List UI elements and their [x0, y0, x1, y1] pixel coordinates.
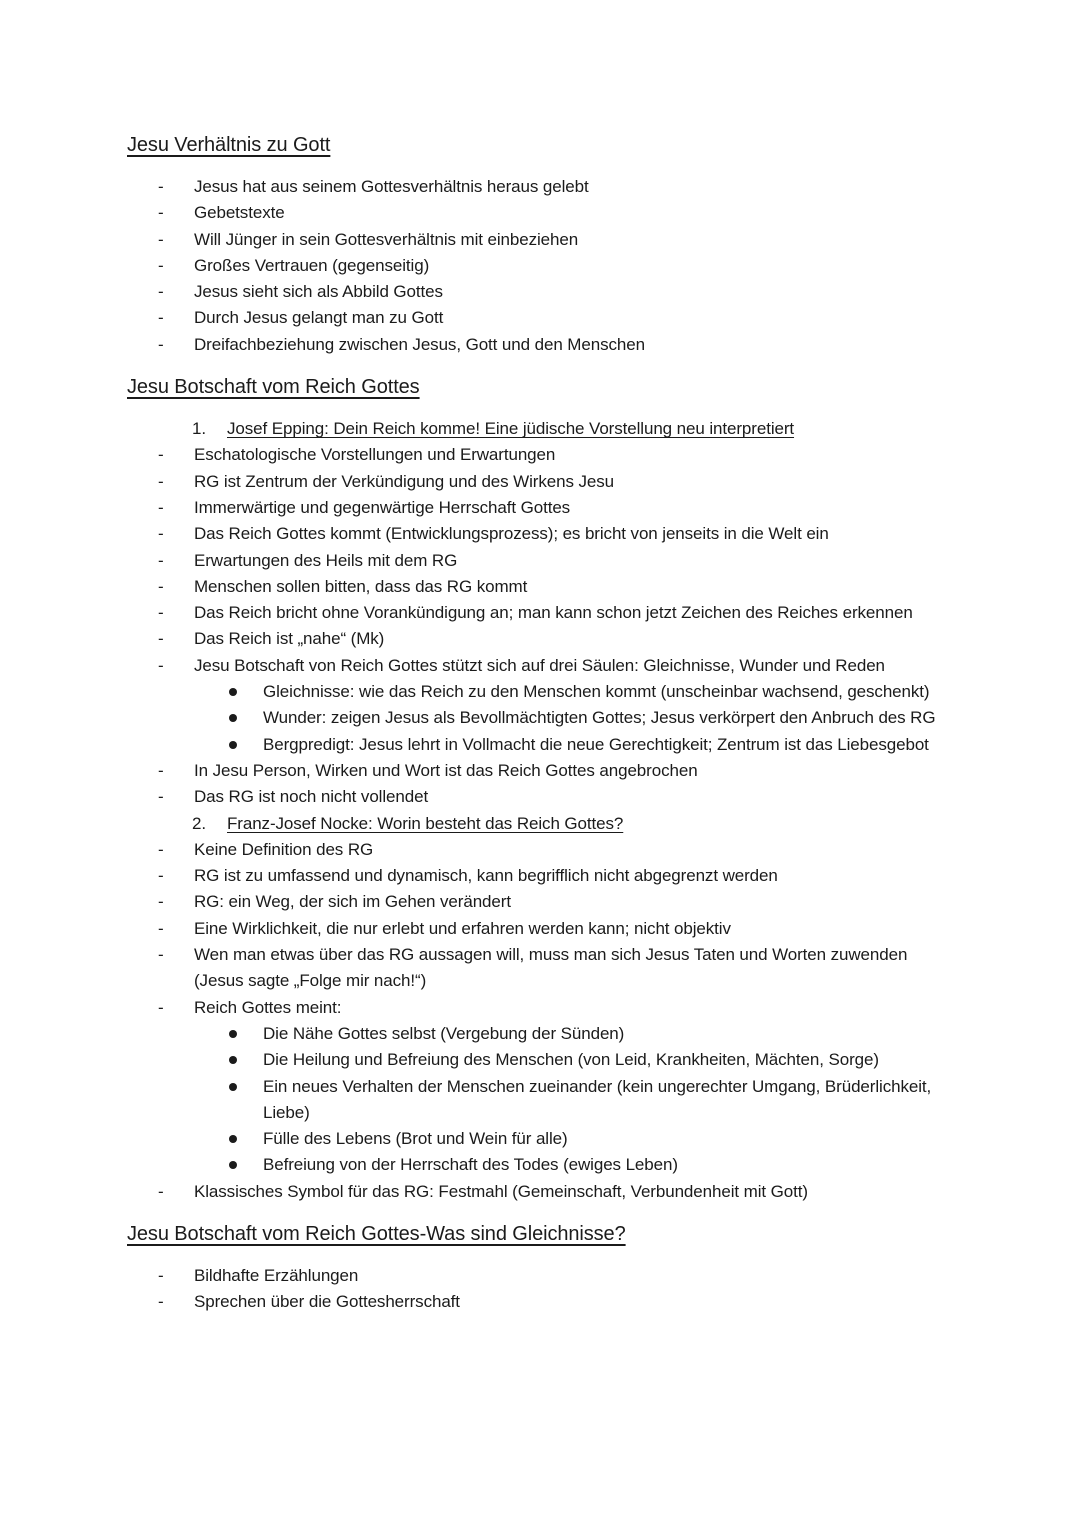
list-item-text: Will Jünger in sein Gottesverhältnis mit einbeziehen	[194, 229, 579, 249]
section-heading: Jesu Verhältnis zu Gott	[127, 134, 331, 156]
dash-marker: -	[158, 550, 164, 570]
document-section	[127, 1221, 953, 1316]
bullet-icon	[229, 1030, 237, 1038]
list-item-text: Josef Epping: Dein Reich komme! Eine jüdische Vorstellung neu interpretiert	[227, 419, 795, 439]
list-item	[127, 200, 953, 226]
list-item	[127, 889, 953, 915]
section-items	[127, 174, 953, 358]
list-item-text: Großes Vertrauen (gegenseitig)	[194, 255, 430, 275]
list-item	[127, 732, 953, 758]
dash-marker: -	[158, 603, 164, 623]
list-item-text: Keine Definition des RG	[194, 839, 374, 859]
list-item	[127, 305, 953, 331]
list-item	[127, 626, 953, 652]
dash-marker: -	[158, 177, 164, 196]
list-item	[127, 942, 953, 995]
dash-marker: -	[158, 497, 164, 517]
list-item	[127, 521, 953, 547]
section-items	[127, 416, 953, 1205]
list-item-text: Befreiung von der Herrschaft des Todes (ewiges Leben)	[263, 1155, 678, 1175]
list-item-text: Dreifachbeziehung zwischen Jesus, Gott und den Menschen	[194, 334, 645, 354]
list-item	[127, 863, 953, 889]
number-marker: 1.	[192, 419, 206, 439]
dash-marker: -	[158, 997, 164, 1017]
list-item	[127, 574, 953, 600]
bullet-icon	[229, 714, 237, 722]
dash-marker: -	[158, 655, 164, 675]
dash-marker: -	[158, 629, 164, 649]
list-item-text: Das Reich bricht ohne Vorankündigung an; man kann schon jetzt Zeichen des Reiches erkennen	[194, 603, 913, 623]
list-item-text: Reich Gottes meint:	[194, 997, 342, 1017]
dash-marker: -	[158, 918, 164, 938]
bullet-icon	[229, 741, 237, 749]
list-item-text: Gebetstexte	[194, 203, 285, 223]
list-item-text: Jesus sieht sich als Abbild Gottes	[194, 282, 443, 302]
list-item	[127, 1289, 953, 1315]
list-item-text: Wunder: zeigen Jesus als Bevollmächtigten Gottes; Jesus verkörpert den Anbruch des RG	[263, 708, 936, 728]
list-item	[127, 784, 953, 810]
list-item	[127, 174, 953, 200]
list-item	[127, 253, 953, 279]
document-section	[127, 132, 953, 358]
list-item-text: Erwartungen des Heils mit dem RG	[194, 550, 458, 570]
list-item-text: Die Nähe Gottes selbst (Vergebung der Sünden)	[263, 1023, 625, 1043]
list-item-text: Eine Wirklichkeit, die nur erlebt und erfahren werden kann; nicht objektiv	[194, 918, 731, 938]
dash-marker: -	[158, 334, 164, 354]
list-item-text: Jesu Botschaft von Reich Gottes stützt sich auf drei Säulen: Gleichnisse, Wunder und Reden	[194, 655, 885, 675]
list-item	[127, 416, 953, 442]
list-item	[127, 1047, 953, 1073]
list-item	[127, 279, 953, 305]
list-item-text: RG ist Zentrum der Verkündigung und des Wirkens Jesu	[194, 471, 614, 491]
dash-marker: -	[158, 1181, 164, 1201]
dash-marker: -	[158, 524, 164, 544]
dash-marker: -	[158, 866, 164, 886]
list-item	[127, 1126, 953, 1152]
list-item-text: Menschen sollen bitten, dass das RG kommt	[194, 576, 528, 596]
dash-marker: -	[158, 471, 164, 491]
list-item	[127, 679, 953, 705]
dash-marker: -	[158, 839, 164, 859]
list-item-text: Franz-Josef Nocke: Worin besteht das Reich Gottes?	[227, 813, 624, 833]
list-item-text: Klassisches Symbol für das RG: Festmahl (Gemeinschaft, Verbundenheit mit Gott)	[194, 1181, 808, 1201]
list-item-text: Immerwärtige und gegenwärtige Herrschaft Gottes	[194, 497, 571, 517]
section-heading: Jesu Botschaft vom Reich Gottes	[127, 376, 420, 399]
dash-marker: -	[158, 945, 164, 965]
list-item-text: Durch Jesus gelangt man zu Gott	[194, 308, 444, 328]
list-item	[127, 469, 953, 495]
list-item-text: Bergpredigt: Jesus lehrt in Vollmacht die neue Gerechtigkeit; Zentrum ist das Liebesgebot	[263, 734, 929, 754]
bullet-icon	[229, 1056, 237, 1064]
dash-marker: -	[158, 282, 164, 302]
bullet-icon	[229, 1083, 237, 1091]
list-item-text: Das Reich Gottes kommt (Entwicklungsprozess); es bricht von jenseits in die Welt ein	[194, 524, 829, 544]
list-item-text: Fülle des Lebens (Brot und Wein für alle)	[263, 1129, 568, 1149]
list-item	[127, 705, 953, 731]
list-item	[127, 1021, 953, 1047]
list-item-text: Jesus hat aus seinem Gottesverhältnis heraus gelebt	[194, 177, 589, 196]
list-item	[127, 1074, 953, 1127]
list-item-text: Bildhafte Erzählungen	[194, 1265, 359, 1285]
dash-marker: -	[158, 203, 164, 223]
list-item	[127, 1179, 953, 1205]
dash-marker: -	[158, 760, 164, 780]
dash-marker: -	[158, 445, 164, 465]
list-item	[127, 916, 953, 942]
list-item-text: Das Reich ist „nahe“ (Mk)	[194, 629, 385, 649]
list-item-text: RG ist zu umfassend und dynamisch, kann begrifflich nicht abgegrenzt werden	[194, 866, 778, 886]
bullet-icon	[229, 688, 237, 696]
dash-marker: -	[158, 255, 164, 275]
list-item	[127, 1152, 953, 1178]
number-marker: 2.	[192, 813, 206, 833]
list-item-text: Die Heilung und Befreiung des Menschen (von Leid, Krankheiten, Mächten, Sorge)	[263, 1050, 879, 1070]
list-item-text: RG: ein Weg, der sich im Gehen verändert	[194, 892, 511, 912]
list-item-text: Gleichnisse: wie das Reich zu den Menschen kommt (unscheinbar wachsend, geschenkt)	[263, 682, 930, 702]
list-item	[127, 653, 953, 679]
list-item-text: Eschatologische Vorstellungen und Erwartungen	[194, 445, 556, 465]
dash-marker: -	[158, 229, 164, 249]
dash-marker: -	[158, 308, 164, 328]
list-item	[127, 811, 953, 837]
document-section	[127, 374, 953, 1205]
list-item	[127, 837, 953, 863]
list-item	[127, 548, 953, 574]
list-item	[127, 495, 953, 521]
bullet-icon	[229, 1161, 237, 1169]
list-item-text: Ein neues Verhalten der Menschen zueinander (kein ungerechter Umgang, Brüderlichkeit, Liebe)	[263, 1076, 932, 1122]
dash-marker: -	[158, 892, 164, 912]
list-item	[127, 332, 953, 358]
dash-marker: -	[158, 1265, 164, 1285]
bullet-icon	[229, 1135, 237, 1143]
list-item	[127, 227, 953, 253]
list-item-text: Das RG ist noch nicht vollendet	[194, 787, 429, 807]
section-items	[127, 1263, 953, 1316]
list-item	[127, 442, 953, 468]
dash-marker: -	[158, 1292, 164, 1312]
dash-marker: -	[158, 576, 164, 596]
list-item-text: In Jesu Person, Wirken und Wort ist das Reich Gottes angebrochen	[194, 760, 698, 780]
list-item	[127, 995, 953, 1021]
notes-document	[127, 132, 953, 1332]
list-item-text: Sprechen über die Gottesherrschaft	[194, 1292, 460, 1312]
dash-marker: -	[158, 787, 164, 807]
list-item-text: Wen man etwas über das RG aussagen will, muss man sich Jesus Taten und Worten zuwenden (Jesus sagte „Folge mir nach!“)	[194, 945, 908, 991]
list-item	[127, 758, 953, 784]
section-heading: Jesu Botschaft vom Reich Gottes-Was sind Gleichnisse?	[127, 1222, 626, 1245]
list-item	[127, 600, 953, 626]
list-item	[127, 1263, 953, 1289]
